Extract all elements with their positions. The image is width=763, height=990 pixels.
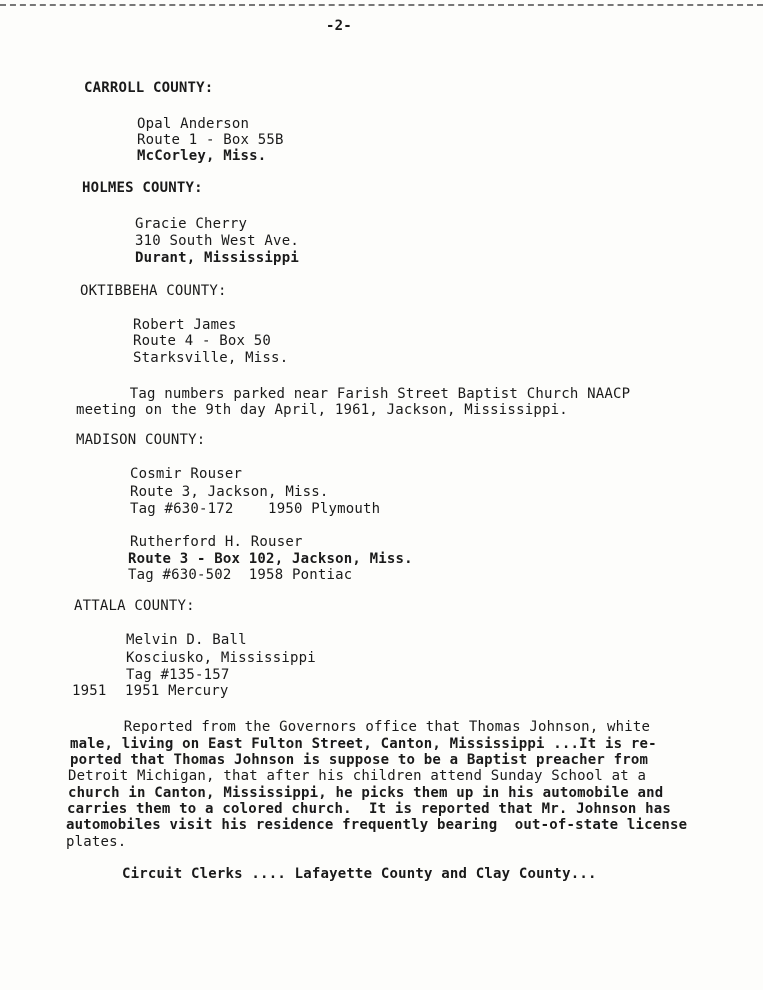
report-line: Reported from the Governors office that Thomas Johnson, white — [72, 719, 651, 735]
entry-name: Rutherford H. Rouser — [130, 534, 303, 550]
tag-paragraph-line: meeting on the 9th day April, 1961, Jackson, Mississippi. — [76, 402, 568, 418]
report-line: ported that Thomas Johnson is suppose to be a Baptist preacher from — [70, 752, 649, 768]
entry-name: Cosmir Rouser — [130, 466, 243, 482]
report-line: plates. — [66, 834, 127, 850]
entry-tag: Tag #630-502 1958 Pontiac — [128, 567, 353, 583]
entry-city: Starksville, Miss. — [133, 350, 289, 366]
closing-line: Circuit Clerks .... Lafayette County and Clay County... — [122, 866, 597, 882]
entry-city: Kosciusko, Mississippi — [126, 650, 316, 666]
page-top-edge — [0, 4, 763, 6]
entry-address: 310 South West Ave. — [135, 233, 299, 249]
entry-car: 1951 Mercury — [125, 683, 229, 699]
margin-year: 1951 — [72, 683, 107, 699]
entry-address: Route 4 - Box 50 — [133, 333, 272, 349]
entry-tag: Tag #630-172 1950 Plymouth — [130, 501, 381, 517]
county-heading-holmes: HOLMES COUNTY: — [82, 180, 203, 196]
entry-name: Opal Anderson — [137, 116, 250, 132]
entry-tag: Tag #135-157 — [126, 667, 230, 683]
entry-address: Route 3, Jackson, Miss. — [130, 484, 329, 500]
county-heading-madison: MADISON COUNTY: — [76, 432, 206, 448]
tag-paragraph-line: Tag numbers parked near Farish Street Baptist Church NAACP — [78, 386, 631, 402]
county-heading-oktibbeha: OKTIBBEHA COUNTY: — [80, 283, 227, 299]
entry-city: McCorley, Miss. — [137, 148, 267, 164]
entry-address: Route 3 - Box 102, Jackson, Miss. — [128, 551, 413, 567]
entry-name: Robert James — [133, 317, 237, 333]
report-line: automobiles visit his residence frequently bearing out-of-state license — [66, 817, 688, 833]
entry-name: Melvin D. Ball — [126, 632, 247, 648]
entry-address: Route 1 - Box 55B — [137, 132, 284, 148]
report-line: carries them to a colored church. It is reported that Mr. Johnson has — [67, 801, 672, 817]
report-line: church in Canton, Mississippi, he picks them up in his automobile and — [68, 785, 664, 801]
entry-name: Gracie Cherry — [135, 216, 248, 232]
report-line: Detroit Michigan, that after his children attend Sunday School at a — [68, 768, 647, 784]
county-heading-carroll: CARROLL COUNTY: — [84, 80, 214, 96]
entry-city: Durant, Mississippi — [135, 250, 299, 266]
page-number: -2- — [326, 18, 352, 34]
county-heading-attala: ATTALA COUNTY: — [74, 598, 195, 614]
report-line: male, living on East Fulton Street, Canton, Mississippi ...It is re- — [70, 736, 657, 752]
